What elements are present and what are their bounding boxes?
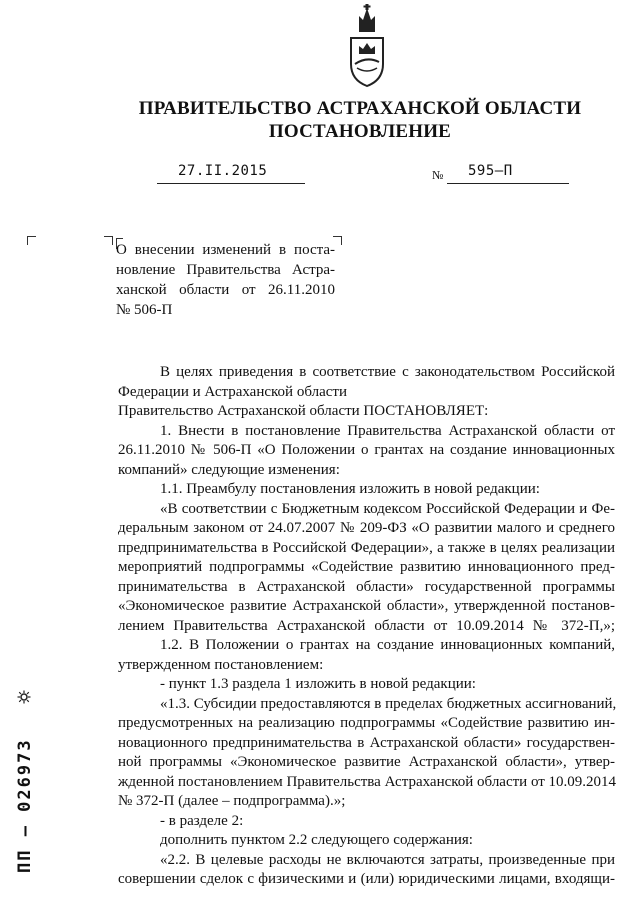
body-line: - пункт 1.3 раздела 1 изложить в новой редакции: [160,676,476,692]
body-line: лением Правительства Астраханской области от 10.09.2014 № 372-П,»; [118,617,615,634]
body-line: утвержденном постановлением: [118,656,324,673]
subject-line: № 506-П [116,302,173,318]
document-authority: ПРАВИТЕЛЬСТВО АСТРАХАНСКОЙ ОБЛАСТИ [138,98,582,119]
number-sign: № [432,168,444,182]
body-line: 1.1. Преамбулу постановления изложить в новой редакции: [160,481,540,497]
body-line: предпринимательства в Российской Федерации», а также в целях реализации [118,539,615,556]
margin-corner-mark [27,236,36,245]
date-underline [157,182,305,184]
subject-line: новление Правительства Астра- [116,262,335,278]
body-line: 1. Внести в постановление Правительства Астраханской области от [160,422,615,439]
subject-corner-mark [104,236,113,245]
body-line: предусмотренных на реализацию подпрограммы «Содействие развитию ин- [118,715,615,731]
body-line: новационного предпринимательства в Астраханской области» государствен- [118,734,615,751]
registry-stamp: ПП – 026973 [15,738,35,873]
body-line: совершении сделок с физическими и (или) юридическими лицами, входящи- [118,871,615,887]
coat-of-arms-icon [345,4,389,88]
body-line: деральным законом от 24.07.2007 № 209-ФЗ «О развитии малого и среднего [118,520,615,536]
body-line: ной программы «Экономическое развитие Астраханской области», утвер- [118,754,615,770]
body-line: Правительство Астраханской области ПОСТАНОВЛЯЕТ: [118,403,489,419]
body-line: мероприятий подпрограммы «Содействие развитию инновационного пред- [118,559,615,575]
body-line: принимательства в Астраханской области» государственной программы [118,578,615,595]
body-line: жденной постановлением Правительства Астраханской области от 10.09.2014 [118,773,617,790]
body-line: № 372-П (далее – подпрограмма).»; [118,793,346,809]
body-line: 26.11.2010 № 506-П «О Положении о грантах на создание инновационных [118,442,615,458]
body-line: «Экономическое развитие Астраханской области», утвержденной постанов- [118,598,615,614]
subject-line: ханской области от 26.11.2010 [116,282,335,298]
body-line: «1.3. Субсидии предоставляются в пределах бюджетных ассигнований, [160,695,617,712]
body-line: «2.2. В целевые расходы не включаются затраты, произведенные при [160,851,615,868]
document-type: ПОСТАНОВЛЕНИЕ [268,121,452,142]
body-line: Федерации и Астраханской области [118,383,347,400]
body-line: В целях приведения в соответствие с законодательством Российской [160,364,615,380]
subject-line: О внесении изменений в поста- [116,242,335,258]
document-number: 595–П [468,163,513,179]
document-date: 27.II.2015 [178,163,268,179]
body-line: дополнить пунктом 2.2 следующего содержания: [160,832,473,848]
document-subject [116,240,335,320]
body-line: 1.2. В Положении о грантах на создание инновационных компаний, [160,637,615,653]
body-line: «В соответствии с Бюджетным кодексом Российской Федерации и Фе- [160,500,615,517]
document-body [118,363,615,890]
body-line: компаний» следующие изменения: [118,461,340,478]
number-underline [447,182,569,184]
body-line: - в разделе 2: [160,812,244,829]
